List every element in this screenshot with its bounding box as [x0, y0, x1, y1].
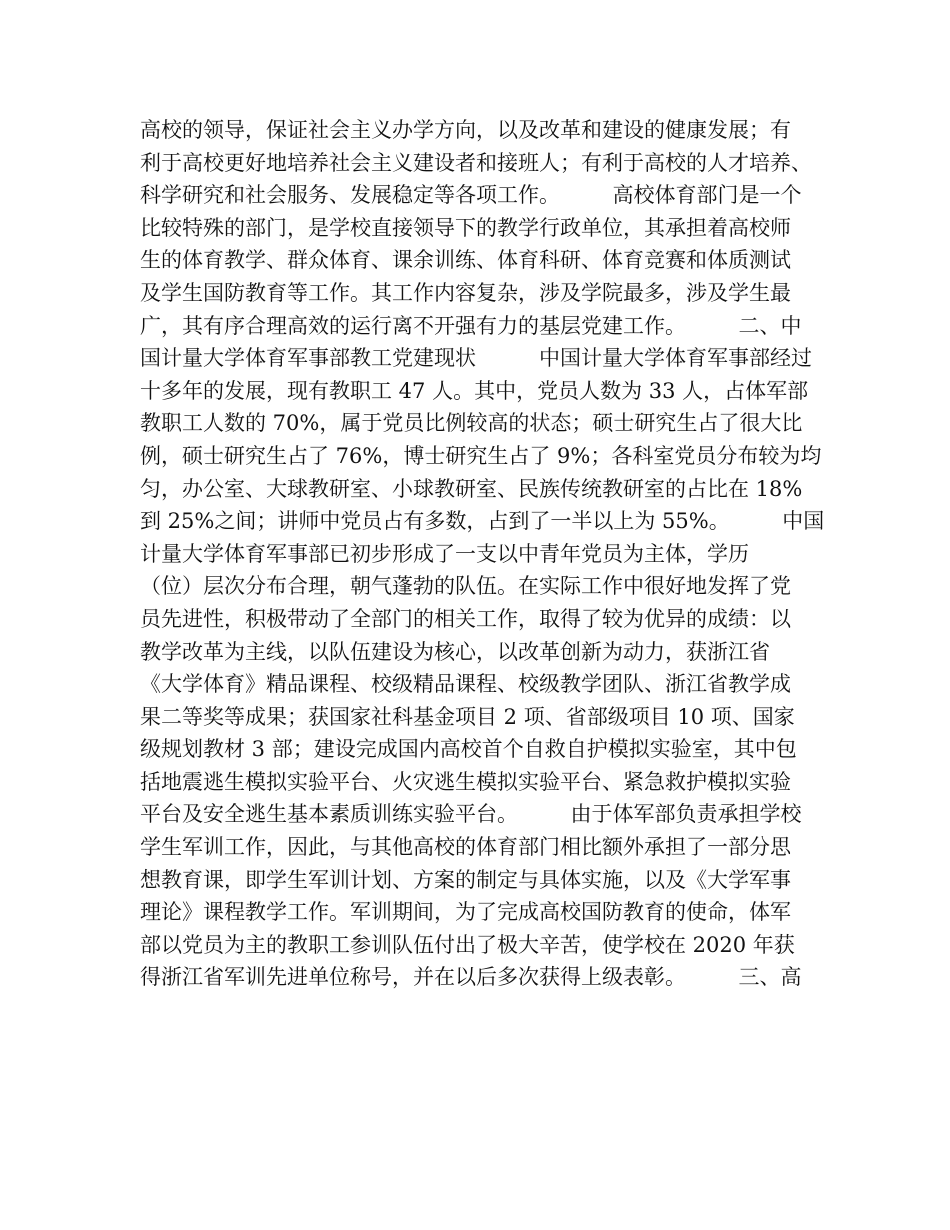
text-line: 理论》课程教学工作。军训期间，为了完成高校国防教育的使命，体军	[140, 900, 791, 925]
text-line: 平台及安全逃生基本素质训练实验平台。 由于体军部负责承担学校	[140, 802, 802, 827]
text-line: （位）层次分布合理，朝气蓬勃的队伍。在实际工作中很好地发挥了党	[140, 574, 791, 599]
text-line: 学生军训工作，因此，与其他高校的体育部门相比额外承担了一部分思	[140, 835, 791, 860]
text-line: 比较特殊的部门，是学校直接领导下的教学行政单位，其承担着高校师	[140, 215, 791, 240]
text-line: 果二等奖等成果；获国家社科基金项目 2 项、省部级项目 10 项、国家	[140, 704, 795, 729]
text-line: 科学研究和社会服务、发展稳定等各项工作。 高校体育部门是一个	[140, 183, 802, 208]
text-line: 得浙江省军训先进单位称号，并在以后多次获得上级表彰。 三、高	[140, 965, 802, 990]
text-line: 《大学体育》精品课程、校级精品课程、校级教学团队、浙江省教学成	[140, 672, 791, 697]
text-line: 高校的领导，保证社会主义办学方向，以及改革和建设的健康发展；有	[140, 118, 791, 142]
text-line: 例，硕士研究生占了 76%，博士研究生占了 9%；各科室党员分布较为均	[140, 443, 822, 468]
text-line: 生的体育教学、群众体育、课余训练、体育科研、体育竞赛和体质测试	[140, 248, 791, 273]
text-line: 括地震逃生模拟实验平台、火灾逃生模拟实验平台、紧急救护模拟实验	[140, 769, 791, 794]
text-line: 国计量大学体育军事部教工党建现状 中国计量大学体育军事部经过	[140, 346, 812, 371]
text-line: 想教育课，即学生军训计划、方案的制定与具体实施，以及《大学军事	[140, 867, 791, 892]
text-line: 计量大学体育军事部已初步形成了一支以中青年党员为主体，学历	[140, 541, 749, 566]
text-line: 教职工人数的 70%，属于党员比例较高的状态；硕士研究生占了很大比	[140, 411, 803, 436]
text-line: 匀，办公室、大球教研室、小球教研室、民族传统教研室的占比在 18%	[140, 476, 803, 501]
text-line: 教学改革为主线，以队伍建设为核心，以改革创新为动力，获浙江省	[140, 639, 770, 664]
text-line: 员先进性，积极带动了全部门的相关工作，取得了较为优异的成绩：以	[140, 606, 791, 631]
text-line: 利于高校更好地培养社会主义建设者和接班人；有利于高校的人才培养、	[140, 150, 812, 175]
text-line: 级规划教材 3 部；建设完成国内高校首个自救自护模拟实验室，其中包	[140, 737, 797, 762]
text-line: 及学生国防教育等工作。其工作内容复杂，涉及学院最多，涉及学生最	[140, 280, 791, 305]
text-line: 到 25%之间；讲师中党员占有多数，占到了一半以上为 55%。 中国	[140, 509, 825, 534]
text-line: 部以党员为主的教职工参训队伍付出了极大辛苦，使学校在 2020 年获	[140, 932, 795, 957]
body-text	[140, 114, 830, 994]
text-line: 十多年的发展，现有教职工 47 人。其中，党员人数为 33 人，占体军部	[140, 378, 809, 403]
text-line: 广，其有序合理高效的运行离不开强有力的基层党建工作。 二、中	[140, 313, 802, 338]
